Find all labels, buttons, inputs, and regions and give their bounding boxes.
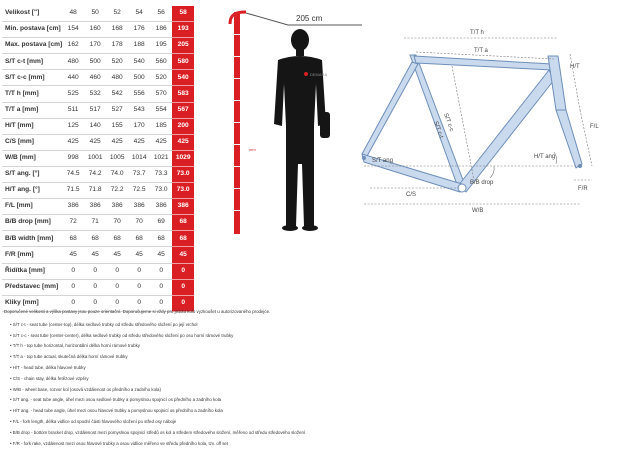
table-cell: 543 bbox=[128, 102, 150, 118]
table-cell: 480 bbox=[62, 54, 84, 70]
table-cell: 511 bbox=[62, 102, 84, 118]
table-cell: 45 bbox=[84, 247, 106, 263]
table-cell: 386 bbox=[106, 199, 128, 215]
table-row bbox=[2, 54, 194, 70]
table-row bbox=[2, 86, 194, 102]
table-cell: 0 bbox=[62, 295, 84, 311]
table-cell: 0 bbox=[128, 279, 150, 295]
rear-axle bbox=[362, 156, 366, 160]
table-cell: 188 bbox=[128, 38, 150, 54]
frame-geometry-diagram bbox=[344, 12, 628, 218]
row-label: H/T [mm] bbox=[2, 118, 62, 134]
row-label: Kliky [mm] bbox=[2, 295, 62, 311]
table-cell: 0 bbox=[150, 295, 172, 311]
table-cell: 50 bbox=[84, 6, 106, 22]
table-cell: 195 bbox=[150, 38, 172, 54]
table-row bbox=[2, 263, 194, 279]
highlight-cell: 45 bbox=[172, 247, 194, 263]
table-cell: 74.2 bbox=[84, 166, 106, 182]
fl-label: F/L bbox=[590, 124, 599, 130]
table-cell: 532 bbox=[84, 86, 106, 102]
row-label: B/B width [mm] bbox=[2, 231, 62, 247]
row-label: H/T ang. [°] bbox=[2, 183, 62, 199]
down-tube bbox=[458, 70, 554, 192]
table-row bbox=[2, 150, 194, 166]
geometry-notes bbox=[4, 307, 384, 449]
bb-drop-label: B/B drop bbox=[470, 180, 494, 186]
table-cell: 54 bbox=[128, 6, 150, 22]
row-label: S/T c-c [mm] bbox=[2, 70, 62, 86]
note-item: • F/R - fork rake, vzdálenost mezi osou hlavové trubky a osou vidlice měřeno ve středu předního kola, tzv. off set bbox=[10, 439, 384, 449]
table-cell: 68 bbox=[62, 231, 84, 247]
highlight-cell: 386 bbox=[172, 199, 194, 215]
table-cell: 1021 bbox=[150, 150, 172, 166]
ht-label: H/T bbox=[570, 64, 580, 70]
table-cell: 73.0 bbox=[150, 183, 172, 199]
table-cell: 0 bbox=[84, 279, 106, 295]
table-cell: 73.7 bbox=[128, 166, 150, 182]
row-label: S/T ang. [°] bbox=[2, 166, 62, 182]
table-cell: 540 bbox=[128, 54, 150, 70]
table-cell: 425 bbox=[84, 134, 106, 150]
note-item: • W/B - wheel base, rozvor kol (osová vzdálenost os předního a zadního kola) bbox=[10, 385, 384, 396]
highlight-cell: 68 bbox=[172, 215, 194, 231]
table-cell: 186 bbox=[150, 22, 172, 38]
table-cell: 70 bbox=[128, 215, 150, 231]
table-cell: 45 bbox=[106, 247, 128, 263]
table-cell: 73.3 bbox=[150, 166, 172, 182]
table-cell: 542 bbox=[106, 86, 128, 102]
table-cell: 125 bbox=[62, 118, 84, 134]
table-cell: 0 bbox=[106, 295, 128, 311]
table-cell: 0 bbox=[62, 279, 84, 295]
note-item: • S/T c-c - seat tube (center-center), délka sedlové trubky od středu středového složení po osu horní rámové trubky bbox=[10, 331, 384, 342]
table-cell: 520 bbox=[150, 70, 172, 86]
row-label: F/L [mm] bbox=[2, 199, 62, 215]
table-cell: 45 bbox=[128, 247, 150, 263]
table-cell: 56 bbox=[150, 6, 172, 22]
table-cell: 386 bbox=[128, 199, 150, 215]
highlight-cell: 200 bbox=[172, 118, 194, 134]
max-height-label: 205 cm bbox=[296, 14, 323, 23]
row-label: B/B drop [mm] bbox=[2, 215, 62, 231]
geometry-size-table bbox=[2, 6, 194, 312]
rider-silhouette bbox=[274, 29, 330, 231]
notes-intro: Doporučené velikosti a výška postavy jsou pouze orientační. Doporučujeme si vždy pro jistotu kolo vyzkoušet u autorizovaného prodejce. bbox=[4, 309, 271, 314]
table-cell: 500 bbox=[128, 70, 150, 86]
table-row bbox=[2, 102, 194, 118]
table-cell: 162 bbox=[62, 38, 84, 54]
table-cell: 71 bbox=[84, 215, 106, 231]
row-label: S/T c-t [mm] bbox=[2, 54, 62, 70]
table-cell: 1014 bbox=[128, 150, 150, 166]
notes-list bbox=[4, 320, 384, 449]
table-cell: 0 bbox=[128, 263, 150, 279]
table-row bbox=[2, 199, 194, 215]
table-row bbox=[2, 70, 194, 86]
table-cell: 45 bbox=[150, 247, 172, 263]
row-label: T/T h [mm] bbox=[2, 86, 62, 102]
tt-a-label: T/T a bbox=[474, 48, 488, 54]
top-tube bbox=[414, 56, 552, 70]
highlight-cell: 583 bbox=[172, 86, 194, 102]
table-cell: 0 bbox=[106, 279, 128, 295]
note-item: • B/B drop - bottom bracket drop, vzdálenost mezi pomyslnou spojnicí středů os kol a středem středového složení, měřeno od středu středového složení bbox=[10, 428, 384, 439]
table-row bbox=[2, 134, 194, 150]
table-row bbox=[2, 38, 194, 54]
table-row bbox=[2, 166, 194, 182]
table-cell: 68 bbox=[106, 231, 128, 247]
table-cell: 72.2 bbox=[106, 183, 128, 199]
table-cell: 0 bbox=[62, 263, 84, 279]
table-cell: 1005 bbox=[106, 150, 128, 166]
table-row bbox=[2, 279, 194, 295]
table-cell: 0 bbox=[150, 263, 172, 279]
table-cell: 570 bbox=[150, 86, 172, 102]
table-cell: 560 bbox=[150, 54, 172, 70]
st-cc-label: S/T c-c bbox=[442, 112, 455, 133]
table-cell: 525 bbox=[62, 86, 84, 102]
table-cell: 178 bbox=[106, 38, 128, 54]
row-label: W/B [mm] bbox=[2, 150, 62, 166]
table-cell: 71.8 bbox=[84, 183, 106, 199]
table-cell: 480 bbox=[106, 70, 128, 86]
highlight-cell: 73.0 bbox=[172, 166, 194, 182]
table-cell: 0 bbox=[84, 295, 106, 311]
highlight-cell: 1029 bbox=[172, 150, 194, 166]
table-cell: 170 bbox=[84, 38, 106, 54]
svg-text:DEMARA: DEMARA bbox=[310, 72, 328, 77]
table-cell: 69 bbox=[150, 215, 172, 231]
fork bbox=[556, 110, 582, 168]
st-ang-label: S/T ang bbox=[372, 158, 393, 164]
table-cell: 74.0 bbox=[106, 166, 128, 182]
table-cell: 154 bbox=[62, 22, 84, 38]
note-item: • T/T a - top tube actual, skutečná délka horní rámové trubky bbox=[10, 352, 384, 363]
ruler-unit-marker: mm bbox=[249, 147, 256, 152]
table-row bbox=[2, 231, 194, 247]
highlight-cell: 580 bbox=[172, 54, 194, 70]
highlight-cell: 0 bbox=[172, 279, 194, 295]
table-cell: 170 bbox=[128, 118, 150, 134]
table-cell: 0 bbox=[150, 279, 172, 295]
table-cell: 517 bbox=[84, 102, 106, 118]
table-cell: 440 bbox=[62, 70, 84, 86]
row-label: Velikost ["] bbox=[2, 6, 62, 22]
note-item: • F/L - fork length, délka vidlice od spodní části hlavového složení po střed osy náboje bbox=[10, 417, 384, 428]
table-cell: 71.5 bbox=[62, 183, 84, 199]
highlight-cell: 58 bbox=[172, 6, 194, 22]
table-cell: 52 bbox=[106, 6, 128, 22]
table-cell: 554 bbox=[150, 102, 172, 118]
table-row bbox=[2, 215, 194, 231]
table-cell: 1001 bbox=[84, 150, 106, 166]
table-cell: 68 bbox=[84, 231, 106, 247]
table-cell: 500 bbox=[84, 54, 106, 70]
row-label: Min. postava [cm] bbox=[2, 22, 62, 38]
table-cell: 425 bbox=[62, 134, 84, 150]
table-cell: 556 bbox=[128, 86, 150, 102]
note-item: • T/T h - top tube horizontal, horizontální délka horní rámové trubky bbox=[10, 341, 384, 352]
table-cell: 425 bbox=[128, 134, 150, 150]
highlight-cell: 567 bbox=[172, 102, 194, 118]
row-label: Řidítka [mm] bbox=[2, 263, 62, 279]
seat-stay bbox=[362, 62, 418, 158]
highlight-cell: 425 bbox=[172, 134, 194, 150]
highlight-cell: 205 bbox=[172, 38, 194, 54]
note-item: • S/T ang. - seat tube angle, úhel mezi osou sedlové trubky a pomyslnou spojnicí os předního a zadního kola bbox=[10, 395, 384, 406]
table-cell: 425 bbox=[150, 134, 172, 150]
table-cell: 185 bbox=[150, 118, 172, 134]
row-label: Představec [mm] bbox=[2, 279, 62, 295]
table-row bbox=[2, 183, 194, 199]
table-cell: 386 bbox=[62, 199, 84, 215]
ht-ang-label: H/T ang bbox=[534, 154, 556, 160]
wb-label: W/B bbox=[472, 208, 484, 214]
table-cell: 68 bbox=[150, 231, 172, 247]
table-cell: 70 bbox=[106, 215, 128, 231]
table-cell: 72 bbox=[62, 215, 84, 231]
table-row bbox=[2, 118, 194, 134]
highlight-cell: 68 bbox=[172, 231, 194, 247]
table-row bbox=[2, 22, 194, 38]
st-ct-label: S/T c-t bbox=[432, 120, 444, 140]
table-cell: 48 bbox=[62, 6, 84, 22]
table-cell: 168 bbox=[106, 22, 128, 38]
row-label: F/R [mm] bbox=[2, 247, 62, 263]
note-item: • H/T ang. - head tube angle, úhel mezi osou hlavové trubky a pomyslnou spojnicí os předního a zadního kola bbox=[10, 406, 384, 417]
table-cell: 386 bbox=[150, 199, 172, 215]
highlight-cell: 73.0 bbox=[172, 183, 194, 199]
table-cell: 155 bbox=[106, 118, 128, 134]
table-cell: 386 bbox=[84, 199, 106, 215]
cs-label: C/S bbox=[406, 192, 417, 198]
jersey-logo bbox=[304, 72, 308, 76]
table-cell: 72.5 bbox=[128, 183, 150, 199]
table-cell: 0 bbox=[128, 295, 150, 311]
highlight-cell: 540 bbox=[172, 70, 194, 86]
tt-h-label: T/T h bbox=[470, 30, 484, 36]
fr-label: F/R bbox=[578, 186, 588, 192]
table-row bbox=[2, 6, 194, 22]
note-item: • S/T c-t - seat tube (center-top), délka sedlové trubky od středu středového složení po její vrchol bbox=[10, 320, 384, 331]
row-label: T/T a [mm] bbox=[2, 102, 62, 118]
table-cell: 160 bbox=[84, 22, 106, 38]
table-cell: 460 bbox=[84, 70, 106, 86]
highlight-cell: 0 bbox=[172, 263, 194, 279]
note-item: • H/T - head tube, délka hlavové trubky bbox=[10, 363, 384, 374]
table-cell: 140 bbox=[84, 118, 106, 134]
highlight-cell: 193 bbox=[172, 22, 194, 38]
table-cell: 176 bbox=[128, 22, 150, 38]
table-cell: 520 bbox=[106, 54, 128, 70]
table-row bbox=[2, 247, 194, 263]
table-cell: 0 bbox=[84, 263, 106, 279]
table-cell: 425 bbox=[106, 134, 128, 150]
note-item: • C/S - chain stay, délka řetězové vzpěry bbox=[10, 374, 384, 385]
table-cell: 74.5 bbox=[62, 166, 84, 182]
highlight-cell: 0 bbox=[172, 295, 194, 311]
table-cell: 998 bbox=[62, 150, 84, 166]
row-label: C/S [mm] bbox=[2, 134, 62, 150]
row-label: Max. postava [cm] bbox=[2, 38, 62, 54]
table-cell: 527 bbox=[106, 102, 128, 118]
table-cell: 0 bbox=[106, 263, 128, 279]
table-cell: 45 bbox=[62, 247, 84, 263]
table-cell: 68 bbox=[128, 231, 150, 247]
